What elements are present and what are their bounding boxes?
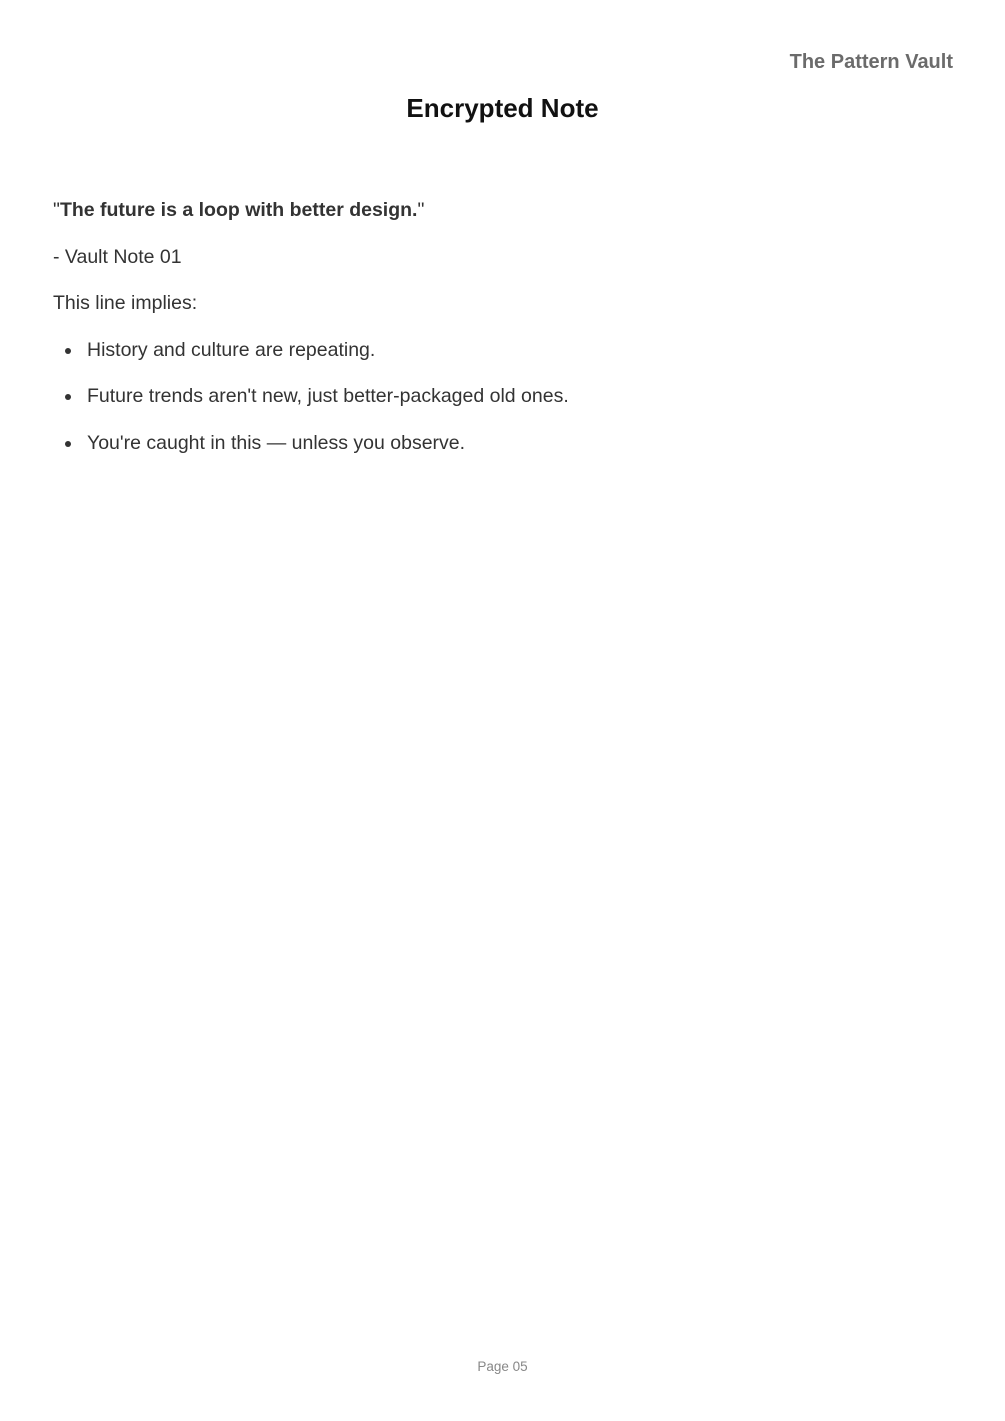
- note-content: [53, 197, 953, 476]
- list-item-text: Future trends aren't new, just better-packaged old ones.: [87, 385, 569, 407]
- bullet-icon: [65, 441, 71, 447]
- bullet-icon: [65, 348, 71, 354]
- page-title: Encrypted Note: [406, 93, 599, 123]
- bullet-list: [53, 337, 953, 456]
- header-brand: The Pattern Vault: [789, 51, 953, 73]
- bullet-icon: [65, 394, 71, 400]
- list-item: [53, 383, 953, 409]
- quote-close-mark: ": [417, 199, 425, 221]
- quote-text: The future is a loop with better design.: [59, 199, 418, 221]
- list-item-text: You're caught in this — unless you observe.: [87, 431, 466, 454]
- attribution: - Vault Note 01: [53, 245, 182, 268]
- list-item: [53, 337, 953, 363]
- page-number: Page 05: [477, 1359, 528, 1374]
- intro-text: This line implies:: [53, 292, 198, 314]
- quote: [53, 197, 953, 223]
- list-item-text: History and culture are repeating.: [87, 338, 376, 361]
- list-item: [53, 430, 953, 456]
- quote-open-mark: ": [53, 199, 60, 221]
